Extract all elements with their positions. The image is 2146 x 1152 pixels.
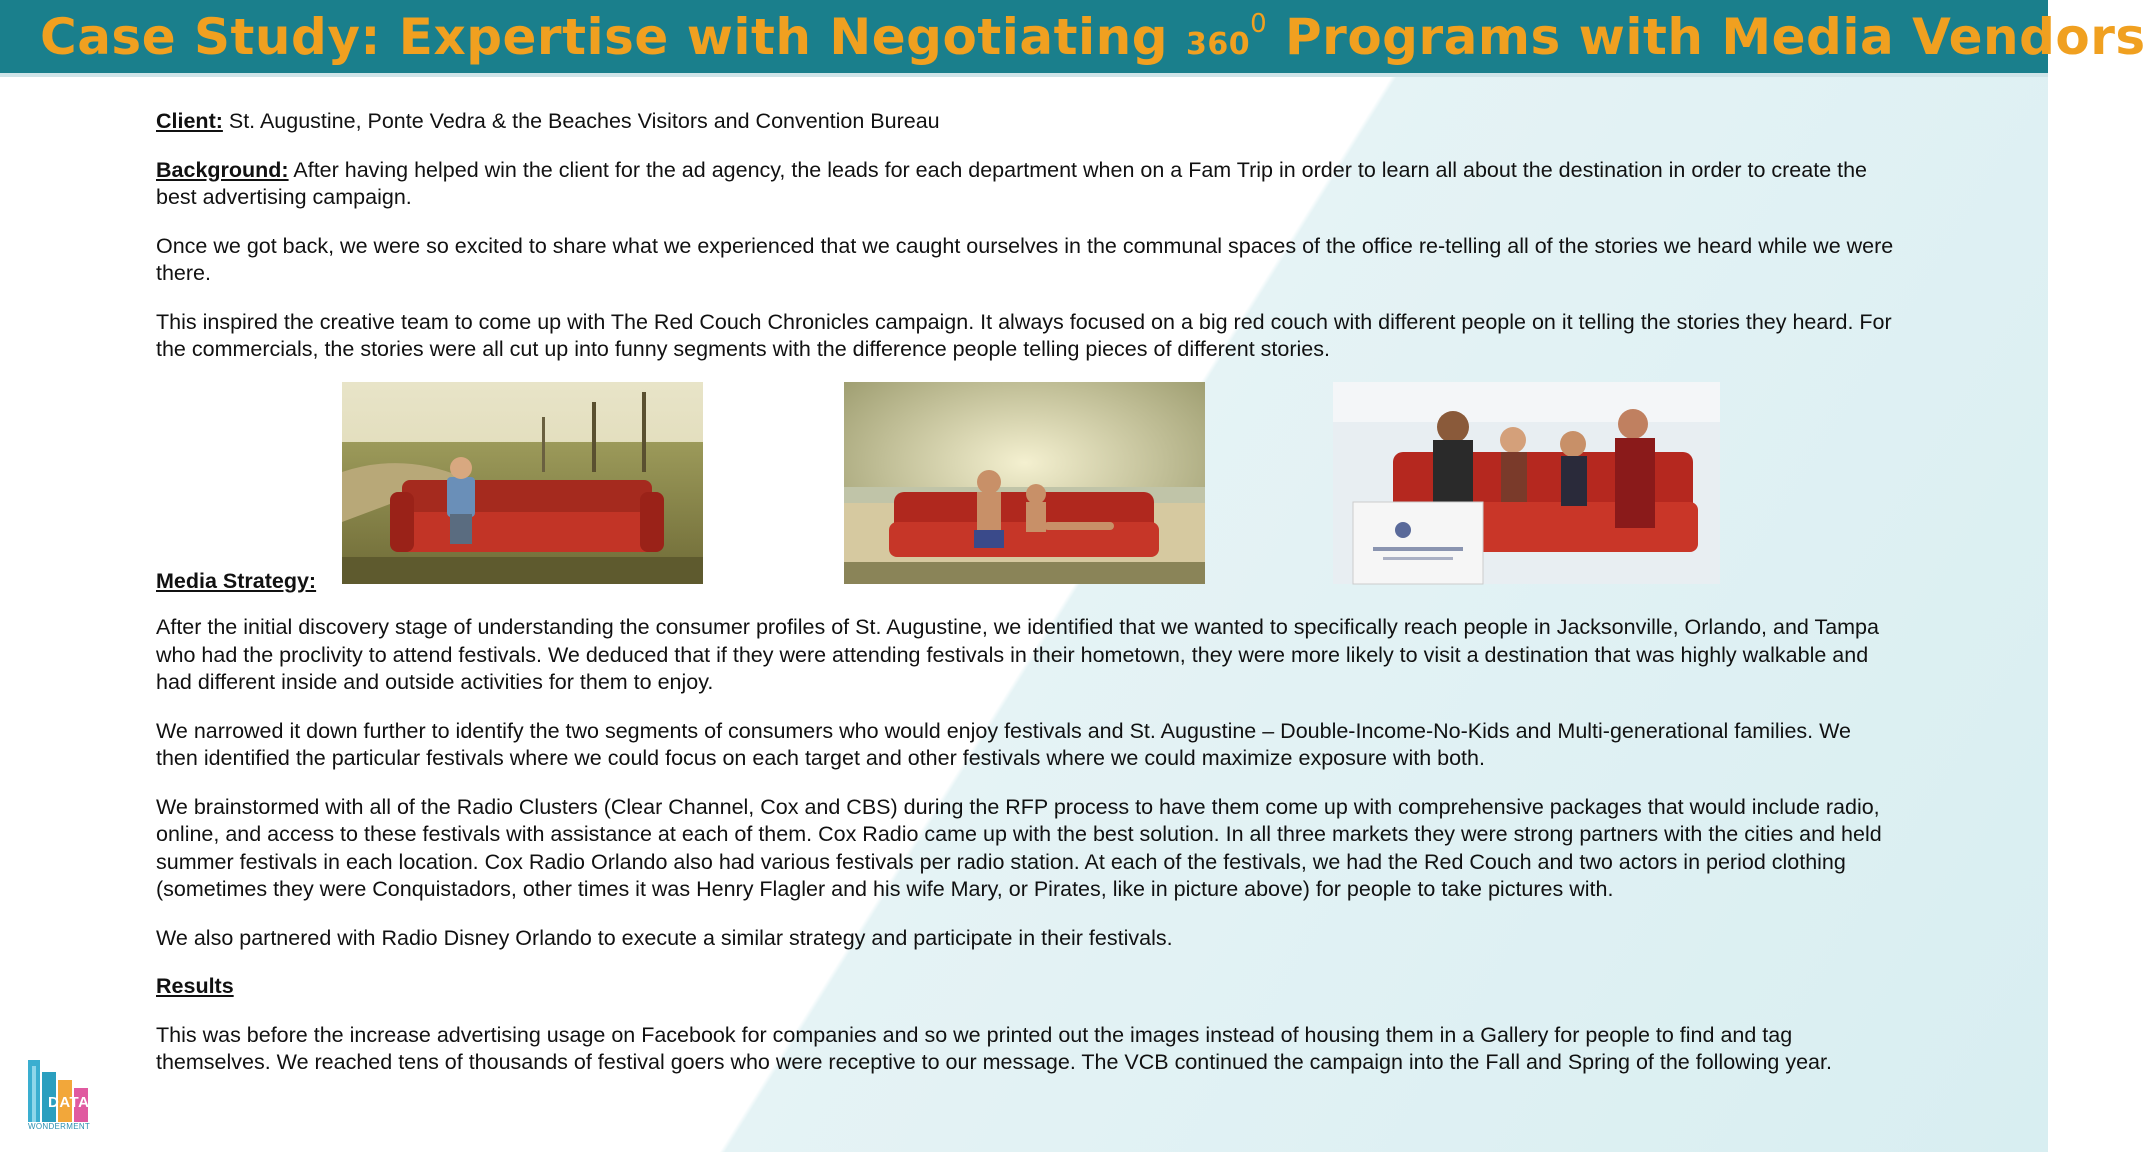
photo-boy-on-couch: [342, 382, 703, 584]
results-paragraph: This was before the increase advertising usage on Facebook for companies and so we printed out the images instead of housing them in a Gallery for people to find and tag themselves. We reached tens of thousands of festival goers who were receptive to our message. The VCB continued the campaign into the Fall and Spring of the following year.: [156, 1022, 1832, 1074]
background-label: Background:: [156, 157, 289, 182]
client-label: Client:: [156, 109, 223, 133]
media-strategy-paragraph-4: We also partnered with Radio Disney Orlando to execute a similar strategy and participate in their festivals.: [156, 925, 1173, 950]
logo-word-data: DATA: [48, 1094, 90, 1111]
logo-word-wonderment: WONDERMENT: [28, 1122, 91, 1131]
photo-couple-on-beach-couch: [844, 382, 1205, 584]
title-360: 360: [1185, 26, 1251, 62]
media-strategy-paragraph-1: After the initial discovery stage of understanding the consumer profiles of St. Augustine, we identified that we wanted to specifically reach people in Jacksonville, Orlando, and Tampa who had the proclivity to attend festivals. We deduced that if they were attending festivals in their hometown, they were more likely to visit a destination that was highly walkable and had different inside and outside activities for them to enjoy.: [156, 615, 1879, 694]
title-bar: [0, 0, 2146, 73]
media-strategy-paragraph-2: We narrowed it down further to identify the two segments of consumers who would enjoy festivals and St. Augustine – Double-Income-No-Kids and Multi-generational families. We then identified the particular festivals where we could focus on each target and other festivals where we could maximize exposure with both.: [156, 718, 1851, 770]
background-paragraph-2: Once we got back, we were so excited to share what we experienced that we caught ourselves in the communal spaces of the office re-telling all of the stories we heard while we were there.: [156, 233, 1894, 285]
photo-couple-on-beach-couch-image: [844, 382, 1205, 584]
background-text: After having helped win the client for the ad agency, the leads for each department when on a Fam Trip in order to learn all about the destination in order to create the best advertising campaign.: [156, 157, 1868, 209]
background-paragraph: [156, 157, 1896, 212]
results-label: Results: [156, 974, 234, 998]
title-part2: Programs with Media Vendors: [1267, 7, 2146, 66]
media-strategy-label: Media Strategy:: [156, 569, 317, 593]
title-superscript: 0: [1250, 8, 1268, 39]
results-heading: [156, 973, 1896, 1001]
client-text: St. Augustine, Ponte Vedra & the Beaches Visitors and Convention Bureau: [222, 109, 940, 133]
photo-pirates-festival: [1333, 382, 1720, 584]
media-strategy-section: [156, 614, 1896, 1098]
title-part1: Case Study: Expertise with Negotiating: [40, 7, 1186, 66]
photo-boy-on-couch-image: [342, 382, 703, 584]
client-paragraph: [156, 108, 1896, 136]
photo-pirates-festival-image: [1333, 382, 1720, 584]
media-strategy-paragraph-3: We brainstormed with all of the Radio Clusters (Clear Channel, Cox and CBS) during the RFP process to have them come up with comprehensive packages that would include radio, online, and access to these festivals with assistance at each of them. Cox Radio came up with the best solution. In all three markets they were strong partners with the cities and held summer festivals in each location. Cox Radio Orlando also had various festivals per radio station. At each of the festivals, we had the Red Couch and two actors in period clothing (sometimes they were Conquistadors, other times it was Henry Flagler and his wife Mary, or Pirates, like in picture above) for people to take pictures with.: [156, 794, 1882, 901]
background-paragraph-3: This inspired the creative team to come up with The Red Couch Chronicles campaign. It always focused on a big red couch with different people on it telling the stories they heard. For the commercials, the stories were all cut up into funny segments with the difference people telling pieces of different stories.: [156, 309, 1892, 361]
intro-section: [156, 108, 1896, 385]
page-title: [40, 8, 2146, 66]
